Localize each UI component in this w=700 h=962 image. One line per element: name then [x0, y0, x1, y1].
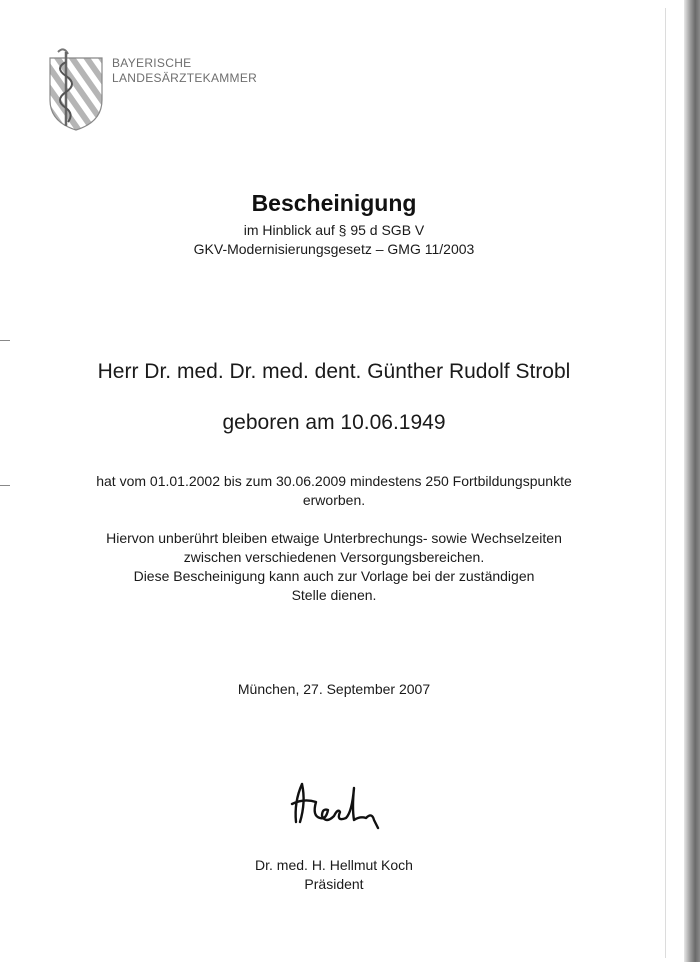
note-line-2: zwischen verschiedenen Versorgungsbereichen. — [183, 549, 485, 565]
letterhead-line-2: LANDESÄRZTEKAMMER — [112, 71, 258, 85]
note-line-3: Diese Bescheinigung kann auch zur Vorlage bei der zuständigen — [133, 568, 535, 584]
scan-edge-shadow — [684, 0, 700, 962]
signatory-name: Dr. med. H. Hellmut Koch — [255, 857, 413, 873]
bavarian-crest-icon — [44, 44, 108, 132]
letterhead-text — [112, 56, 257, 86]
signatory-role: Präsident — [304, 876, 364, 892]
statement-paragraph — [0, 472, 668, 510]
signature-icon — [282, 772, 392, 832]
note-paragraph — [0, 529, 668, 605]
signatory-block — [0, 856, 668, 894]
law-reference: GKV-Modernisierungsgesetz – GMG 11/2003 — [193, 241, 475, 257]
place-and-date: München, 27. September 2007 — [237, 681, 431, 697]
legal-reference: im Hinblick auf § 95 d SGB V — [243, 222, 425, 238]
recipient-name: Herr Dr. med. Dr. med. dent. Günther Rudolf Strobl — [97, 360, 571, 383]
certificate-title: Bescheinigung — [251, 190, 417, 216]
letterhead-line-1: BAYERISCHE — [112, 56, 192, 70]
letterhead-logo — [44, 44, 258, 134]
note-line-4: Stelle dienen. — [291, 587, 377, 603]
note-line-1: Hiervon unberührt bleiben etwaige Unterbrechungs- sowie Wechselzeiten — [106, 530, 562, 546]
statement-line-1: hat vom 01.01.2002 bis zum 30.06.2009 mindestens 250 Fortbildungspunkte — [96, 473, 572, 489]
birth-date: geboren am 10.06.1949 — [222, 411, 446, 434]
statement-line-2: erworben. — [302, 492, 366, 508]
punch-mark-top — [0, 340, 10, 341]
